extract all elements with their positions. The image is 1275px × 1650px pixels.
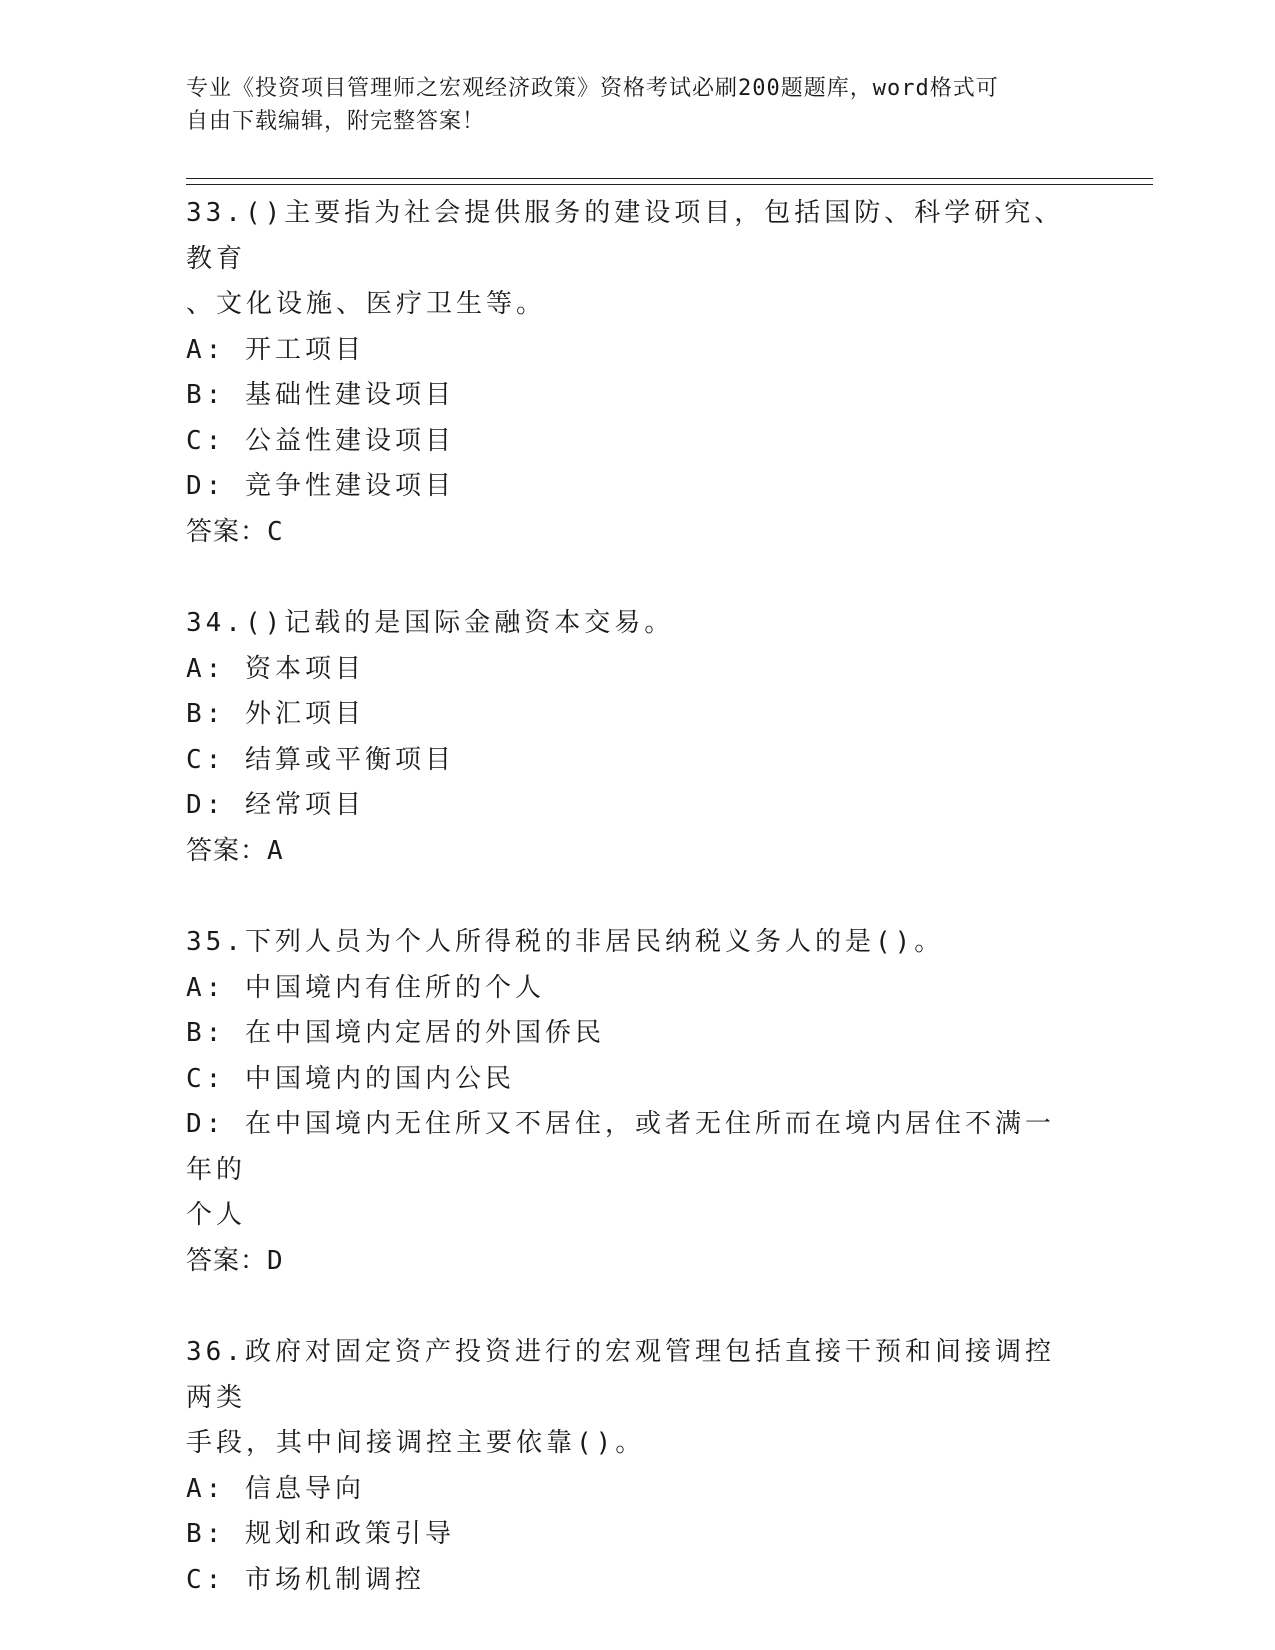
- question-36: [186, 1330, 1076, 1603]
- question-stem-continued: 手段，其中间接调控主要依靠()。: [186, 1428, 646, 1458]
- document-header: [186, 72, 1066, 138]
- option-d: D: 竞争性建设项目: [186, 471, 455, 501]
- option-d: D: 在中国境内无住所又不居住，或者无住所而在境内居住不满一年的: [186, 1109, 1055, 1185]
- option-b: B: 规划和政策引导: [186, 1519, 455, 1549]
- header-divider-bottom: [186, 184, 1153, 185]
- answer-label: 答案：D: [186, 1245, 284, 1276]
- option-c: C: 结算或平衡项目: [186, 744, 455, 775]
- option-c: C: 中国境内的国内公民: [186, 1063, 515, 1094]
- option-a: A: 中国境内有住所的个人: [186, 972, 545, 1003]
- option-c: C: 市场机制调控: [186, 1564, 425, 1595]
- option-a: A: 信息导向: [186, 1473, 365, 1504]
- option-a: A: 资本项目: [186, 653, 365, 684]
- option-b: B: 基础性建设项目: [186, 380, 455, 410]
- question-33: [186, 191, 1076, 555]
- question-list: [186, 191, 1076, 1649]
- option-a: A: 开工项目: [186, 334, 365, 365]
- header-divider-top: [186, 178, 1153, 179]
- answer-label: 答案：A: [186, 835, 284, 866]
- question-stem: 33.()主要指为社会提供服务的建设项目，包括国防、科学研究、教育: [186, 198, 1065, 274]
- option-c: C: 公益性建设项目: [186, 425, 455, 456]
- header-line-1: 专业《投资项目管理师之宏观经济政策》资格考试必刷200题题库，word格式可: [186, 76, 999, 101]
- question-stem-continued: 、文化设施、医疗卫生等。: [186, 289, 547, 319]
- question-34: [186, 601, 1076, 874]
- question-stem: 36.政府对固定资产投资进行的宏观管理包括直接干预和间接调控两类: [186, 1337, 1055, 1413]
- option-d-continued: 个人: [186, 1200, 247, 1230]
- option-d: D: 经常项目: [186, 790, 365, 820]
- question-stem: 34.()记载的是国际金融资本交易。: [186, 608, 675, 638]
- option-b: B: 在中国境内定居的外国侨民: [186, 1018, 605, 1048]
- header-line-2: 自由下载编辑，附完整答案！: [186, 109, 486, 134]
- question-stem: 35.下列人员为个人所得税的非居民纳税义务人的是()。: [186, 927, 945, 957]
- answer-label: 答案：C: [186, 516, 284, 547]
- question-35: [186, 920, 1076, 1284]
- option-b: B: 外汇项目: [186, 699, 365, 729]
